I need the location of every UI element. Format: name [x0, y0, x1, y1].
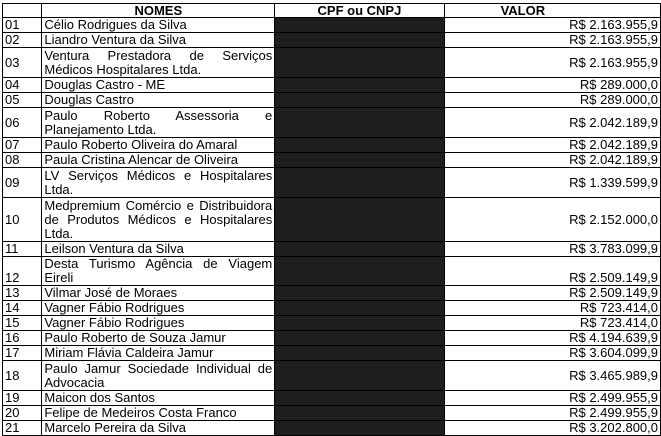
cpf-redacted: [275, 301, 444, 316]
cpf-redacted: [275, 331, 444, 346]
table-row: [3, 33, 661, 48]
row-value: R$ 2.163.955,9: [444, 48, 660, 78]
row-value: R$ 289.000,0: [444, 93, 660, 108]
row-value: R$ 2.042.189,9: [444, 138, 660, 153]
cpf-redacted: [275, 33, 444, 48]
row-name: Paulo Roberto Oliveira do Amaral: [42, 138, 275, 153]
table-row: [3, 331, 661, 346]
row-value: R$ 2.042.189,9: [444, 153, 660, 168]
table-row: [3, 108, 661, 138]
row-value: R$ 4.194.639,9: [444, 331, 660, 346]
row-name: Paula Cristina Alencar de Oliveira: [42, 153, 275, 168]
row-name: Medpremium Comércio e Distribuidora de Produtos Médicos e Hospitalares Ltda.: [42, 198, 275, 242]
row-number: 14: [3, 301, 42, 316]
table-row: [3, 316, 661, 331]
row-name: Liandro Ventura da Silva: [42, 33, 275, 48]
row-number: 10: [3, 198, 42, 242]
row-name: Felipe de Medeiros Costa Franco: [42, 406, 275, 421]
row-number: 05: [3, 93, 42, 108]
row-number: 07: [3, 138, 42, 153]
cpf-redacted: [275, 153, 444, 168]
cpf-redacted: [275, 391, 444, 406]
row-value: R$ 2.509.149,9: [444, 257, 660, 286]
cpf-redacted: [275, 421, 444, 436]
cpf-redacted: [275, 286, 444, 301]
table-row: [3, 421, 661, 436]
row-number: 11: [3, 242, 42, 257]
cpf-redacted: [275, 198, 444, 242]
row-value: R$ 723.414,0: [444, 316, 660, 331]
cpf-redacted: [275, 18, 444, 33]
cpf-redacted: [275, 78, 444, 93]
row-value: R$ 2.499.955,9: [444, 406, 660, 421]
row-name: Maicon dos Santos: [42, 391, 275, 406]
row-value: R$ 2.152.000,0: [444, 198, 660, 242]
row-name: LV Serviços Médicos e Hospitalares Ltda.: [42, 168, 275, 198]
row-number: 04: [3, 78, 42, 93]
row-value: R$ 2.499.955,9: [444, 391, 660, 406]
row-number: 17: [3, 346, 42, 361]
cpf-redacted: [275, 168, 444, 198]
cpf-redacted: [275, 108, 444, 138]
row-name: Leilson Ventura da Silva: [42, 242, 275, 257]
row-number: 03: [3, 48, 42, 78]
row-value: R$ 3.465.989,9: [444, 361, 660, 391]
table-row: [3, 168, 661, 198]
row-number: 18: [3, 361, 42, 391]
row-value: R$ 2.042.189,9: [444, 108, 660, 138]
row-name: Paulo Jamur Sociedade Individual de Advocacia: [42, 361, 275, 391]
row-number: 08: [3, 153, 42, 168]
table-row: [3, 301, 661, 316]
table-row: [3, 286, 661, 301]
table-row: [3, 391, 661, 406]
row-value: R$ 3.604.099,9: [444, 346, 660, 361]
beneficiaries-table: [2, 3, 661, 436]
cpf-redacted: [275, 257, 444, 286]
table-row: [3, 18, 661, 33]
row-value: R$ 2.163.955,9: [444, 33, 660, 48]
table-row: [3, 153, 661, 168]
table-row: [3, 361, 661, 391]
table-row: [3, 406, 661, 421]
table-row: [3, 138, 661, 153]
header-number: [3, 4, 42, 18]
cpf-redacted: [275, 48, 444, 78]
table-row: [3, 78, 661, 93]
row-name: Paulo Roberto de Souza Jamur: [42, 331, 275, 346]
row-value: R$ 3.783.099,9: [444, 242, 660, 257]
row-name: Vagner Fábio Rodrigues: [42, 301, 275, 316]
row-number: 06: [3, 108, 42, 138]
row-number: 21: [3, 421, 42, 436]
row-name: Douglas Castro - ME: [42, 78, 275, 93]
table-row: [3, 242, 661, 257]
cpf-redacted: [275, 361, 444, 391]
header-value: VALOR: [444, 4, 660, 18]
cpf-redacted: [275, 346, 444, 361]
row-name: Ventura Prestadora de Serviços Médicos Hospitalares Ltda.: [42, 48, 275, 78]
table-row: [3, 198, 661, 242]
row-value: R$ 1.339.599,9: [444, 168, 660, 198]
cpf-redacted: [275, 93, 444, 108]
row-value: R$ 289.000,0: [444, 78, 660, 93]
cpf-redacted: [275, 138, 444, 153]
table-row: [3, 48, 661, 78]
row-value: R$ 2.509.149,9: [444, 286, 660, 301]
row-number: 19: [3, 391, 42, 406]
row-name: Paulo Roberto Assessoria e Planejamento Ltda.: [42, 108, 275, 138]
cpf-redacted: [275, 406, 444, 421]
row-name: Vagner Fábio Rodrigues: [42, 316, 275, 331]
row-name: Célio Rodrigues da Silva: [42, 18, 275, 33]
row-name: Douglas Castro: [42, 93, 275, 108]
header-cpf: CPF ou CNPJ: [275, 4, 444, 18]
row-number: 15: [3, 316, 42, 331]
row-value: R$ 2.163.955,9: [444, 18, 660, 33]
cpf-redacted: [275, 242, 444, 257]
row-name: Vilmar José de Moraes: [42, 286, 275, 301]
row-number: 16: [3, 331, 42, 346]
row-name: Miriam Flávia Caldeira Jamur: [42, 346, 275, 361]
cpf-redacted: [275, 316, 444, 331]
table-row: [3, 93, 661, 108]
row-number: 13: [3, 286, 42, 301]
table-row: [3, 257, 661, 286]
row-number: 01: [3, 18, 42, 33]
table-row: [3, 346, 661, 361]
row-number: 09: [3, 168, 42, 198]
row-number: 20: [3, 406, 42, 421]
row-number: 12: [3, 257, 42, 286]
row-value: R$ 3.202.800,0: [444, 421, 660, 436]
header-names: NOMES: [42, 4, 275, 18]
row-name: Marcelo Pereira da Silva: [42, 421, 275, 436]
row-number: 02: [3, 33, 42, 48]
row-name: Desta Turismo Agência de Viagem Eireli: [42, 257, 275, 286]
row-value: R$ 723.414,0: [444, 301, 660, 316]
header-row: [3, 4, 661, 18]
